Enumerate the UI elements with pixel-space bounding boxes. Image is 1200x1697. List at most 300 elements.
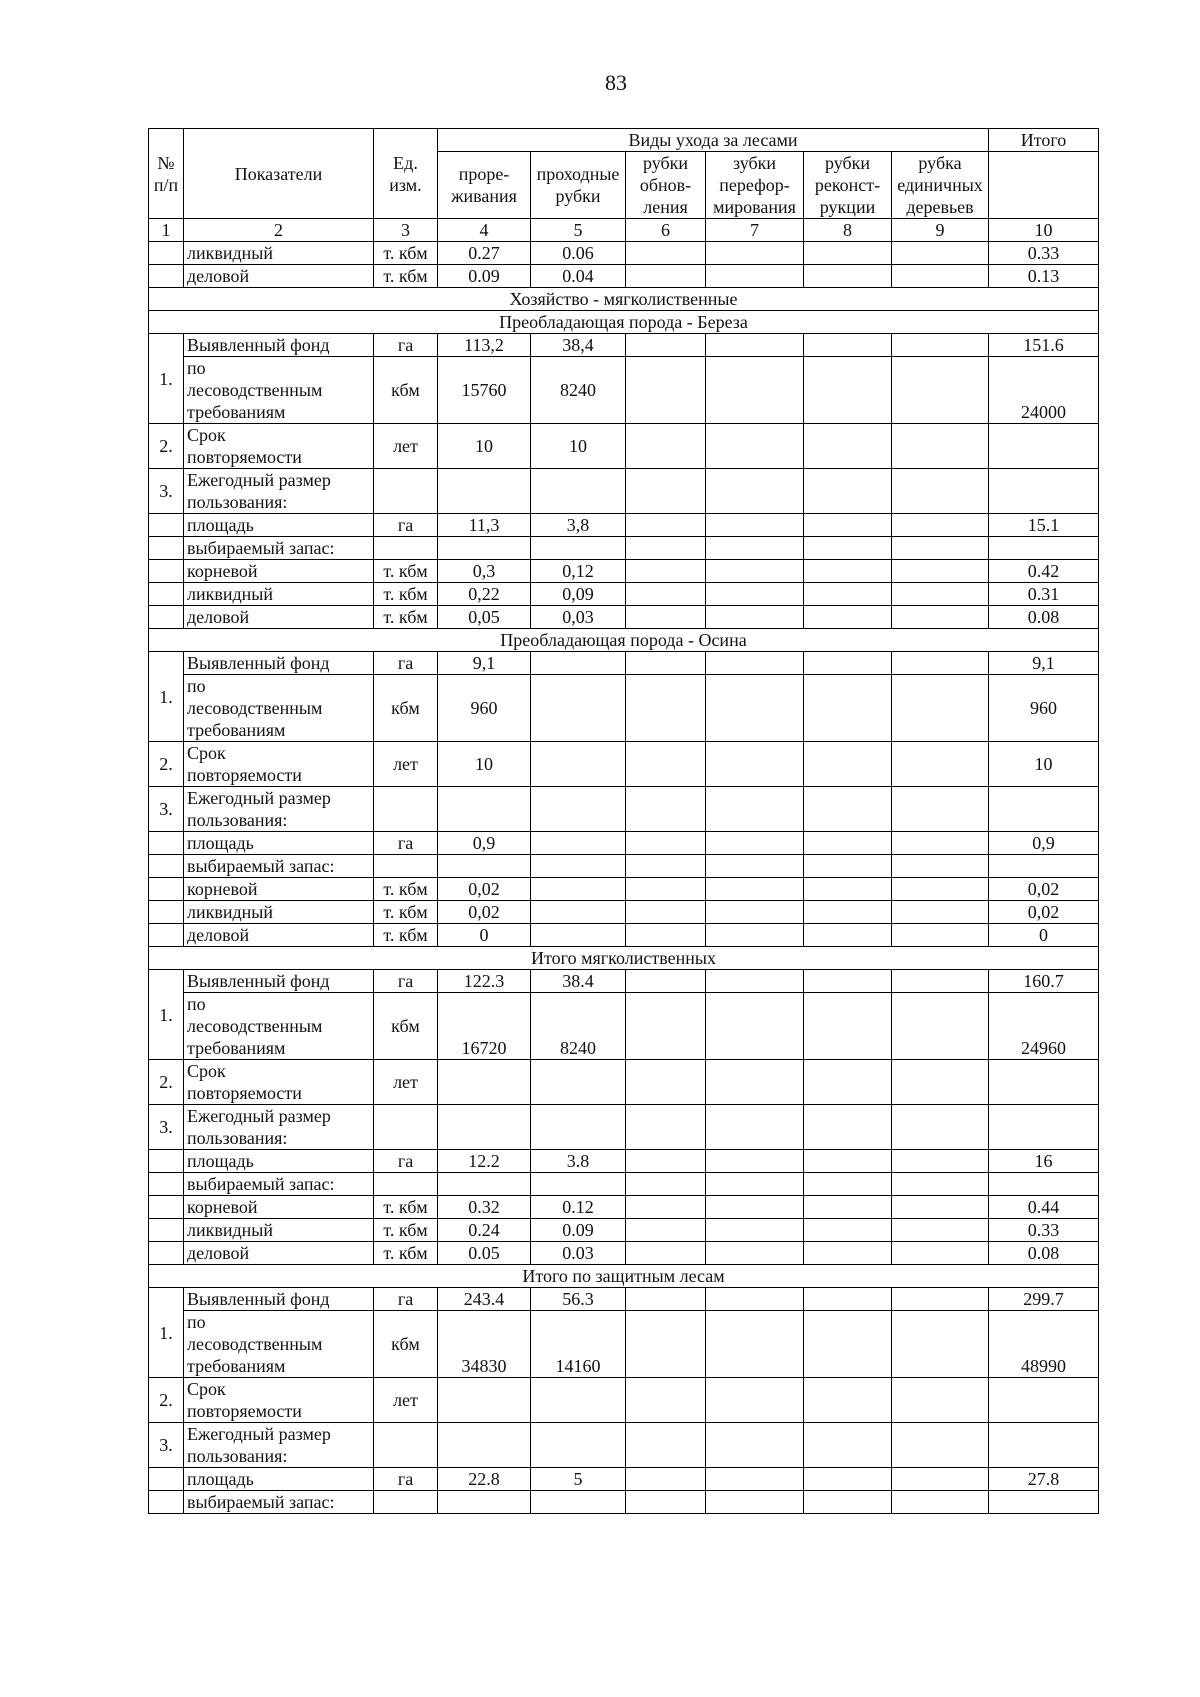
empty-value: [626, 742, 706, 787]
unit-cell: га: [374, 832, 438, 855]
label-line: повторяемости: [187, 1401, 302, 1421]
empty-value: [804, 1150, 892, 1173]
indicator-label: ликвидный: [184, 1219, 374, 1242]
empty-unit: [374, 855, 438, 878]
value-total: [989, 424, 1099, 469]
unit-cell: кбм: [374, 1311, 438, 1378]
empty-unit: [374, 469, 438, 514]
value-thinning: 12.2: [438, 1150, 531, 1173]
empty-value: [438, 537, 531, 560]
empty-value: [804, 1311, 892, 1378]
value-total: 960: [989, 675, 1099, 742]
value-total: 0.33: [989, 242, 1099, 265]
indicator-label: выбираемый запас:: [184, 1173, 374, 1196]
table-row: [149, 901, 1099, 924]
value-passage-cutting: 8240: [531, 993, 626, 1060]
empty-value: [892, 560, 989, 583]
value-total: 9,1: [989, 652, 1099, 675]
value-thinning: 0,02: [438, 878, 531, 901]
row-number: 1.: [149, 334, 184, 424]
value-passage-cutting: 3,8: [531, 514, 626, 537]
value-thinning: 113,2: [438, 334, 531, 357]
empty-value: [892, 1311, 989, 1378]
value-total: 27.8: [989, 1468, 1099, 1491]
value-passage-cutting: 0.04: [531, 265, 626, 288]
value-passage-cutting: [531, 878, 626, 901]
row-number: 3.: [149, 469, 184, 514]
empty-value: [706, 993, 804, 1060]
empty-value: [804, 901, 892, 924]
value-total: 0.44: [989, 1196, 1099, 1219]
value-thinning: [438, 1060, 531, 1105]
empty-value: [892, 855, 989, 878]
section-title: Итого мягколиственных: [149, 947, 1099, 970]
empty-value: [804, 606, 892, 629]
unit-cell: лет: [374, 424, 438, 469]
unit-cell: т. кбм: [374, 1219, 438, 1242]
empty-value: [804, 924, 892, 947]
indicator-label: деловой: [184, 606, 374, 629]
empty-value: [706, 787, 804, 832]
empty-unit: [374, 537, 438, 560]
label-line: Ежегодный размер: [187, 1424, 331, 1444]
empty-num: [149, 537, 184, 560]
value-thinning: 0,05: [438, 606, 531, 629]
value-passage-cutting: 0,12: [531, 560, 626, 583]
empty-num: [149, 901, 184, 924]
empty-value: [626, 357, 706, 424]
indicator-label: ликвидный: [184, 901, 374, 924]
empty-num: [149, 924, 184, 947]
table-row: [149, 947, 1099, 970]
value-total: 0,02: [989, 878, 1099, 901]
empty-value: [626, 1423, 706, 1468]
empty-value: [626, 787, 706, 832]
indicator-label: [184, 742, 374, 787]
value-thinning: 0,3: [438, 560, 531, 583]
empty-value: [626, 1105, 706, 1150]
empty-num: [149, 583, 184, 606]
unit-cell: га: [374, 652, 438, 675]
empty-num: [149, 1242, 184, 1265]
empty-value: [626, 878, 706, 901]
empty-value: [804, 742, 892, 787]
label-line: Срок: [187, 1379, 226, 1399]
table-row: [149, 993, 1099, 1060]
value-thinning: 0,22: [438, 583, 531, 606]
value-thinning: 122.3: [438, 970, 531, 993]
value-thinning: 0: [438, 924, 531, 947]
header-indicators: Показатели: [184, 129, 374, 219]
value-passage-cutting: 5: [531, 1468, 626, 1491]
empty-value: [531, 537, 626, 560]
header-col-reconstruction: рубки реконст- рукции: [804, 152, 892, 219]
value-total: 0.08: [989, 606, 1099, 629]
value-thinning: 10: [438, 742, 531, 787]
empty-value: [804, 1378, 892, 1423]
label-line: по: [187, 358, 206, 378]
table-row: [149, 832, 1099, 855]
empty-value: [892, 265, 989, 288]
label-line: Срок: [187, 425, 226, 445]
empty-value: [626, 265, 706, 288]
unit-cell: т. кбм: [374, 242, 438, 265]
value-passage-cutting: [531, 675, 626, 742]
empty-value: [892, 606, 989, 629]
value-passage-cutting: 56.3: [531, 1288, 626, 1311]
empty-value: [892, 1423, 989, 1468]
label-line: требованиям: [187, 720, 286, 740]
empty-value: [626, 924, 706, 947]
indicator-label: [184, 469, 374, 514]
label-line: Срок: [187, 1061, 226, 1081]
value-thinning: 15760: [438, 357, 531, 424]
empty-value: [706, 1491, 804, 1514]
row-number: 1.: [149, 1288, 184, 1378]
indicator-label: [184, 675, 374, 742]
label-line: требованиям: [187, 402, 286, 422]
table-row: [149, 560, 1099, 583]
empty-value: [892, 469, 989, 514]
empty-value: [892, 787, 989, 832]
row-number: 3.: [149, 1105, 184, 1150]
value-thinning: 0,9: [438, 832, 531, 855]
value-total: 15.1: [989, 514, 1099, 537]
empty-value: [626, 993, 706, 1060]
empty-value: [804, 469, 892, 514]
value-thinning: 0.05: [438, 1242, 531, 1265]
empty-num: [149, 1150, 184, 1173]
empty-value: [892, 742, 989, 787]
indicator-label: корневой: [184, 878, 374, 901]
header-care-types: Виды ухода за лесами: [438, 129, 989, 152]
empty-value: [892, 1378, 989, 1423]
value-total: 0.31: [989, 583, 1099, 606]
empty-value: [626, 1288, 706, 1311]
table-row: [149, 1265, 1099, 1288]
row-number: 3.: [149, 1423, 184, 1468]
header-total: Итого: [989, 129, 1099, 152]
empty-value: [892, 878, 989, 901]
empty-value: [804, 652, 892, 675]
empty-num: [149, 606, 184, 629]
row-number: 2.: [149, 1378, 184, 1423]
indicator-label: [184, 1423, 374, 1468]
value-passage-cutting: 0.12: [531, 1196, 626, 1219]
empty-value: [804, 1468, 892, 1491]
column-number: 3: [374, 219, 438, 242]
value-total: 10: [989, 742, 1099, 787]
indicator-label: деловой: [184, 265, 374, 288]
empty-value: [804, 242, 892, 265]
empty-value: [892, 583, 989, 606]
value-passage-cutting: [531, 924, 626, 947]
empty-value: [706, 424, 804, 469]
table-row: [149, 242, 1099, 265]
row-number: 2.: [149, 424, 184, 469]
value-total: 0.42: [989, 560, 1099, 583]
empty-value: [706, 560, 804, 583]
value-passage-cutting: [531, 652, 626, 675]
table-row: [149, 537, 1099, 560]
empty-value: [531, 855, 626, 878]
column-number: 7: [706, 219, 804, 242]
table-row: [149, 1423, 1099, 1468]
label-line: по: [187, 994, 206, 1014]
label-line: по: [187, 1312, 206, 1332]
column-number: 8: [804, 219, 892, 242]
empty-unit: [374, 1173, 438, 1196]
label-line: лесоводственным: [187, 380, 323, 400]
label-line: лесоводственным: [187, 1334, 323, 1354]
unit-cell: т. кбм: [374, 924, 438, 947]
column-number-row: [149, 219, 1099, 242]
value-thinning: 243.4: [438, 1288, 531, 1311]
column-number: 1: [149, 219, 184, 242]
label-line: пользования:: [187, 810, 288, 830]
empty-value: [804, 1423, 892, 1468]
unit-cell: т. кбм: [374, 606, 438, 629]
empty-value: [706, 242, 804, 265]
empty-value: [531, 1173, 626, 1196]
indicator-label: [184, 993, 374, 1060]
empty-value: [438, 1491, 531, 1514]
label-line: требованиям: [187, 1356, 286, 1376]
empty-value: [706, 1378, 804, 1423]
indicator-label: [184, 1378, 374, 1423]
empty-value: [804, 1060, 892, 1105]
row-number: 2.: [149, 742, 184, 787]
empty-value: [531, 1491, 626, 1514]
table-row: [149, 1219, 1099, 1242]
header-col-single-tree: рубка единичных деревьев: [892, 152, 989, 219]
unit-cell: га: [374, 1288, 438, 1311]
empty-value: [892, 1288, 989, 1311]
empty-value: [706, 1196, 804, 1219]
unit-cell: лет: [374, 742, 438, 787]
empty-value: [626, 1468, 706, 1491]
value-total: 24000: [989, 357, 1099, 424]
table-row: [149, 424, 1099, 469]
empty-value: [706, 652, 804, 675]
value-total: 0.13: [989, 265, 1099, 288]
empty-value: [626, 514, 706, 537]
empty-num: [149, 1468, 184, 1491]
empty-value: [804, 357, 892, 424]
table-row: [149, 469, 1099, 514]
value-total: 48990: [989, 1311, 1099, 1378]
page-number: 83: [605, 70, 627, 95]
forest-care-table: [148, 128, 1099, 1514]
table-row: [149, 1288, 1099, 1311]
empty-value: [804, 970, 892, 993]
empty-value: [804, 993, 892, 1060]
value-thinning: 0.32: [438, 1196, 531, 1219]
empty-value: [531, 1423, 626, 1468]
unit-cell: т. кбм: [374, 265, 438, 288]
empty-value: [892, 1242, 989, 1265]
header-total-empty: [989, 152, 1099, 219]
empty-value: [804, 1105, 892, 1150]
table-row: [149, 1468, 1099, 1491]
empty-value: [438, 1423, 531, 1468]
empty-value: [531, 1378, 626, 1423]
unit-cell: кбм: [374, 993, 438, 1060]
empty-unit: [374, 1423, 438, 1468]
empty-value: [706, 924, 804, 947]
unit-cell: га: [374, 1468, 438, 1491]
empty-value: [438, 787, 531, 832]
empty-value: [706, 1242, 804, 1265]
empty-value: [892, 652, 989, 675]
empty-value: [706, 1150, 804, 1173]
table-row: [149, 1491, 1099, 1514]
indicator-label: [184, 787, 374, 832]
table-row: [149, 787, 1099, 832]
section-title: Преобладающая порода - Осина: [149, 629, 1099, 652]
unit-cell: т. кбм: [374, 901, 438, 924]
empty-value: [804, 537, 892, 560]
empty-value: [626, 1219, 706, 1242]
empty-num: [149, 514, 184, 537]
value-passage-cutting: 38.4: [531, 970, 626, 993]
label-line: требованиям: [187, 1038, 286, 1058]
unit-cell: лет: [374, 1378, 438, 1423]
table-row: [149, 652, 1099, 675]
empty-value: [706, 583, 804, 606]
value-thinning: 0.09: [438, 265, 531, 288]
empty-value: [804, 1491, 892, 1514]
empty-value: [804, 1196, 892, 1219]
table-row: [149, 1060, 1099, 1105]
empty-value: [531, 787, 626, 832]
unit-cell: т. кбм: [374, 1196, 438, 1219]
unit-cell: кбм: [374, 357, 438, 424]
empty-value: [706, 1173, 804, 1196]
column-number: 5: [531, 219, 626, 242]
value-total: 0,9: [989, 832, 1099, 855]
table-row: [149, 675, 1099, 742]
empty-value: [626, 469, 706, 514]
unit-cell: т. кбм: [374, 560, 438, 583]
header-col-thinning: проре- живания: [438, 152, 531, 219]
unit-cell: га: [374, 514, 438, 537]
empty-value: [706, 901, 804, 924]
label-line: по: [187, 676, 206, 696]
empty-value: [626, 832, 706, 855]
header-num: № п/п: [149, 129, 184, 219]
empty-value: [989, 469, 1099, 514]
empty-value: [706, 606, 804, 629]
empty-value: [892, 1219, 989, 1242]
table-row: [149, 1173, 1099, 1196]
empty-value: [706, 469, 804, 514]
indicator-label: выбираемый запас:: [184, 855, 374, 878]
table-row: [149, 855, 1099, 878]
table-row: [149, 1242, 1099, 1265]
unit-cell: га: [374, 970, 438, 993]
table-row: [149, 265, 1099, 288]
empty-value: [804, 424, 892, 469]
table-row: [149, 878, 1099, 901]
empty-value: [706, 537, 804, 560]
value-passage-cutting: [531, 832, 626, 855]
empty-value: [626, 537, 706, 560]
value-total: 0: [989, 924, 1099, 947]
header-col-renewal-cutting: рубки обнов- ления: [626, 152, 706, 219]
empty-value: [706, 878, 804, 901]
empty-value: [804, 583, 892, 606]
empty-value: [989, 855, 1099, 878]
table-row: [149, 742, 1099, 787]
value-passage-cutting: 3.8: [531, 1150, 626, 1173]
empty-value: [626, 242, 706, 265]
empty-value: [626, 970, 706, 993]
value-total: 0.08: [989, 1242, 1099, 1265]
empty-value: [626, 1491, 706, 1514]
indicator-label: [184, 1105, 374, 1150]
row-number: 1.: [149, 652, 184, 742]
empty-value: [804, 1242, 892, 1265]
empty-value: [892, 1105, 989, 1150]
empty-value: [438, 1105, 531, 1150]
label-line: повторяемости: [187, 1083, 302, 1103]
indicator-label: деловой: [184, 1242, 374, 1265]
row-number: 3.: [149, 787, 184, 832]
unit-cell: кбм: [374, 675, 438, 742]
empty-value: [626, 583, 706, 606]
empty-value: [706, 1105, 804, 1150]
table-row: [149, 1196, 1099, 1219]
value-passage-cutting: 0,09: [531, 583, 626, 606]
indicator-label: деловой: [184, 924, 374, 947]
empty-value: [892, 1173, 989, 1196]
empty-num: [149, 1173, 184, 1196]
empty-value: [892, 1150, 989, 1173]
indicator-label: Выявленный фонд: [184, 334, 374, 357]
value-total: 24960: [989, 993, 1099, 1060]
value-thinning: 0.24: [438, 1219, 531, 1242]
table-row: [149, 311, 1099, 334]
label-line: пользования:: [187, 1446, 288, 1466]
indicator-label: площадь: [184, 1150, 374, 1173]
value-passage-cutting: [531, 901, 626, 924]
empty-value: [438, 855, 531, 878]
empty-value: [626, 675, 706, 742]
empty-value: [804, 832, 892, 855]
value-total: 16: [989, 1150, 1099, 1173]
value-total: 151.6: [989, 334, 1099, 357]
empty-value: [438, 1378, 531, 1423]
indicator-label: корневой: [184, 1196, 374, 1219]
table-row: [149, 1378, 1099, 1423]
indicator-label: площадь: [184, 1468, 374, 1491]
table-row: [149, 1150, 1099, 1173]
empty-value: [892, 514, 989, 537]
empty-value: [706, 1423, 804, 1468]
empty-num: [149, 560, 184, 583]
empty-value: [626, 901, 706, 924]
empty-value: [626, 1196, 706, 1219]
indicator-label: [184, 1060, 374, 1105]
empty-value: [706, 1468, 804, 1491]
empty-value: [892, 1491, 989, 1514]
unit-cell: т. кбм: [374, 583, 438, 606]
table-row: [149, 1311, 1099, 1378]
empty-value: [626, 424, 706, 469]
value-thinning: 0,02: [438, 901, 531, 924]
empty-value: [626, 1378, 706, 1423]
